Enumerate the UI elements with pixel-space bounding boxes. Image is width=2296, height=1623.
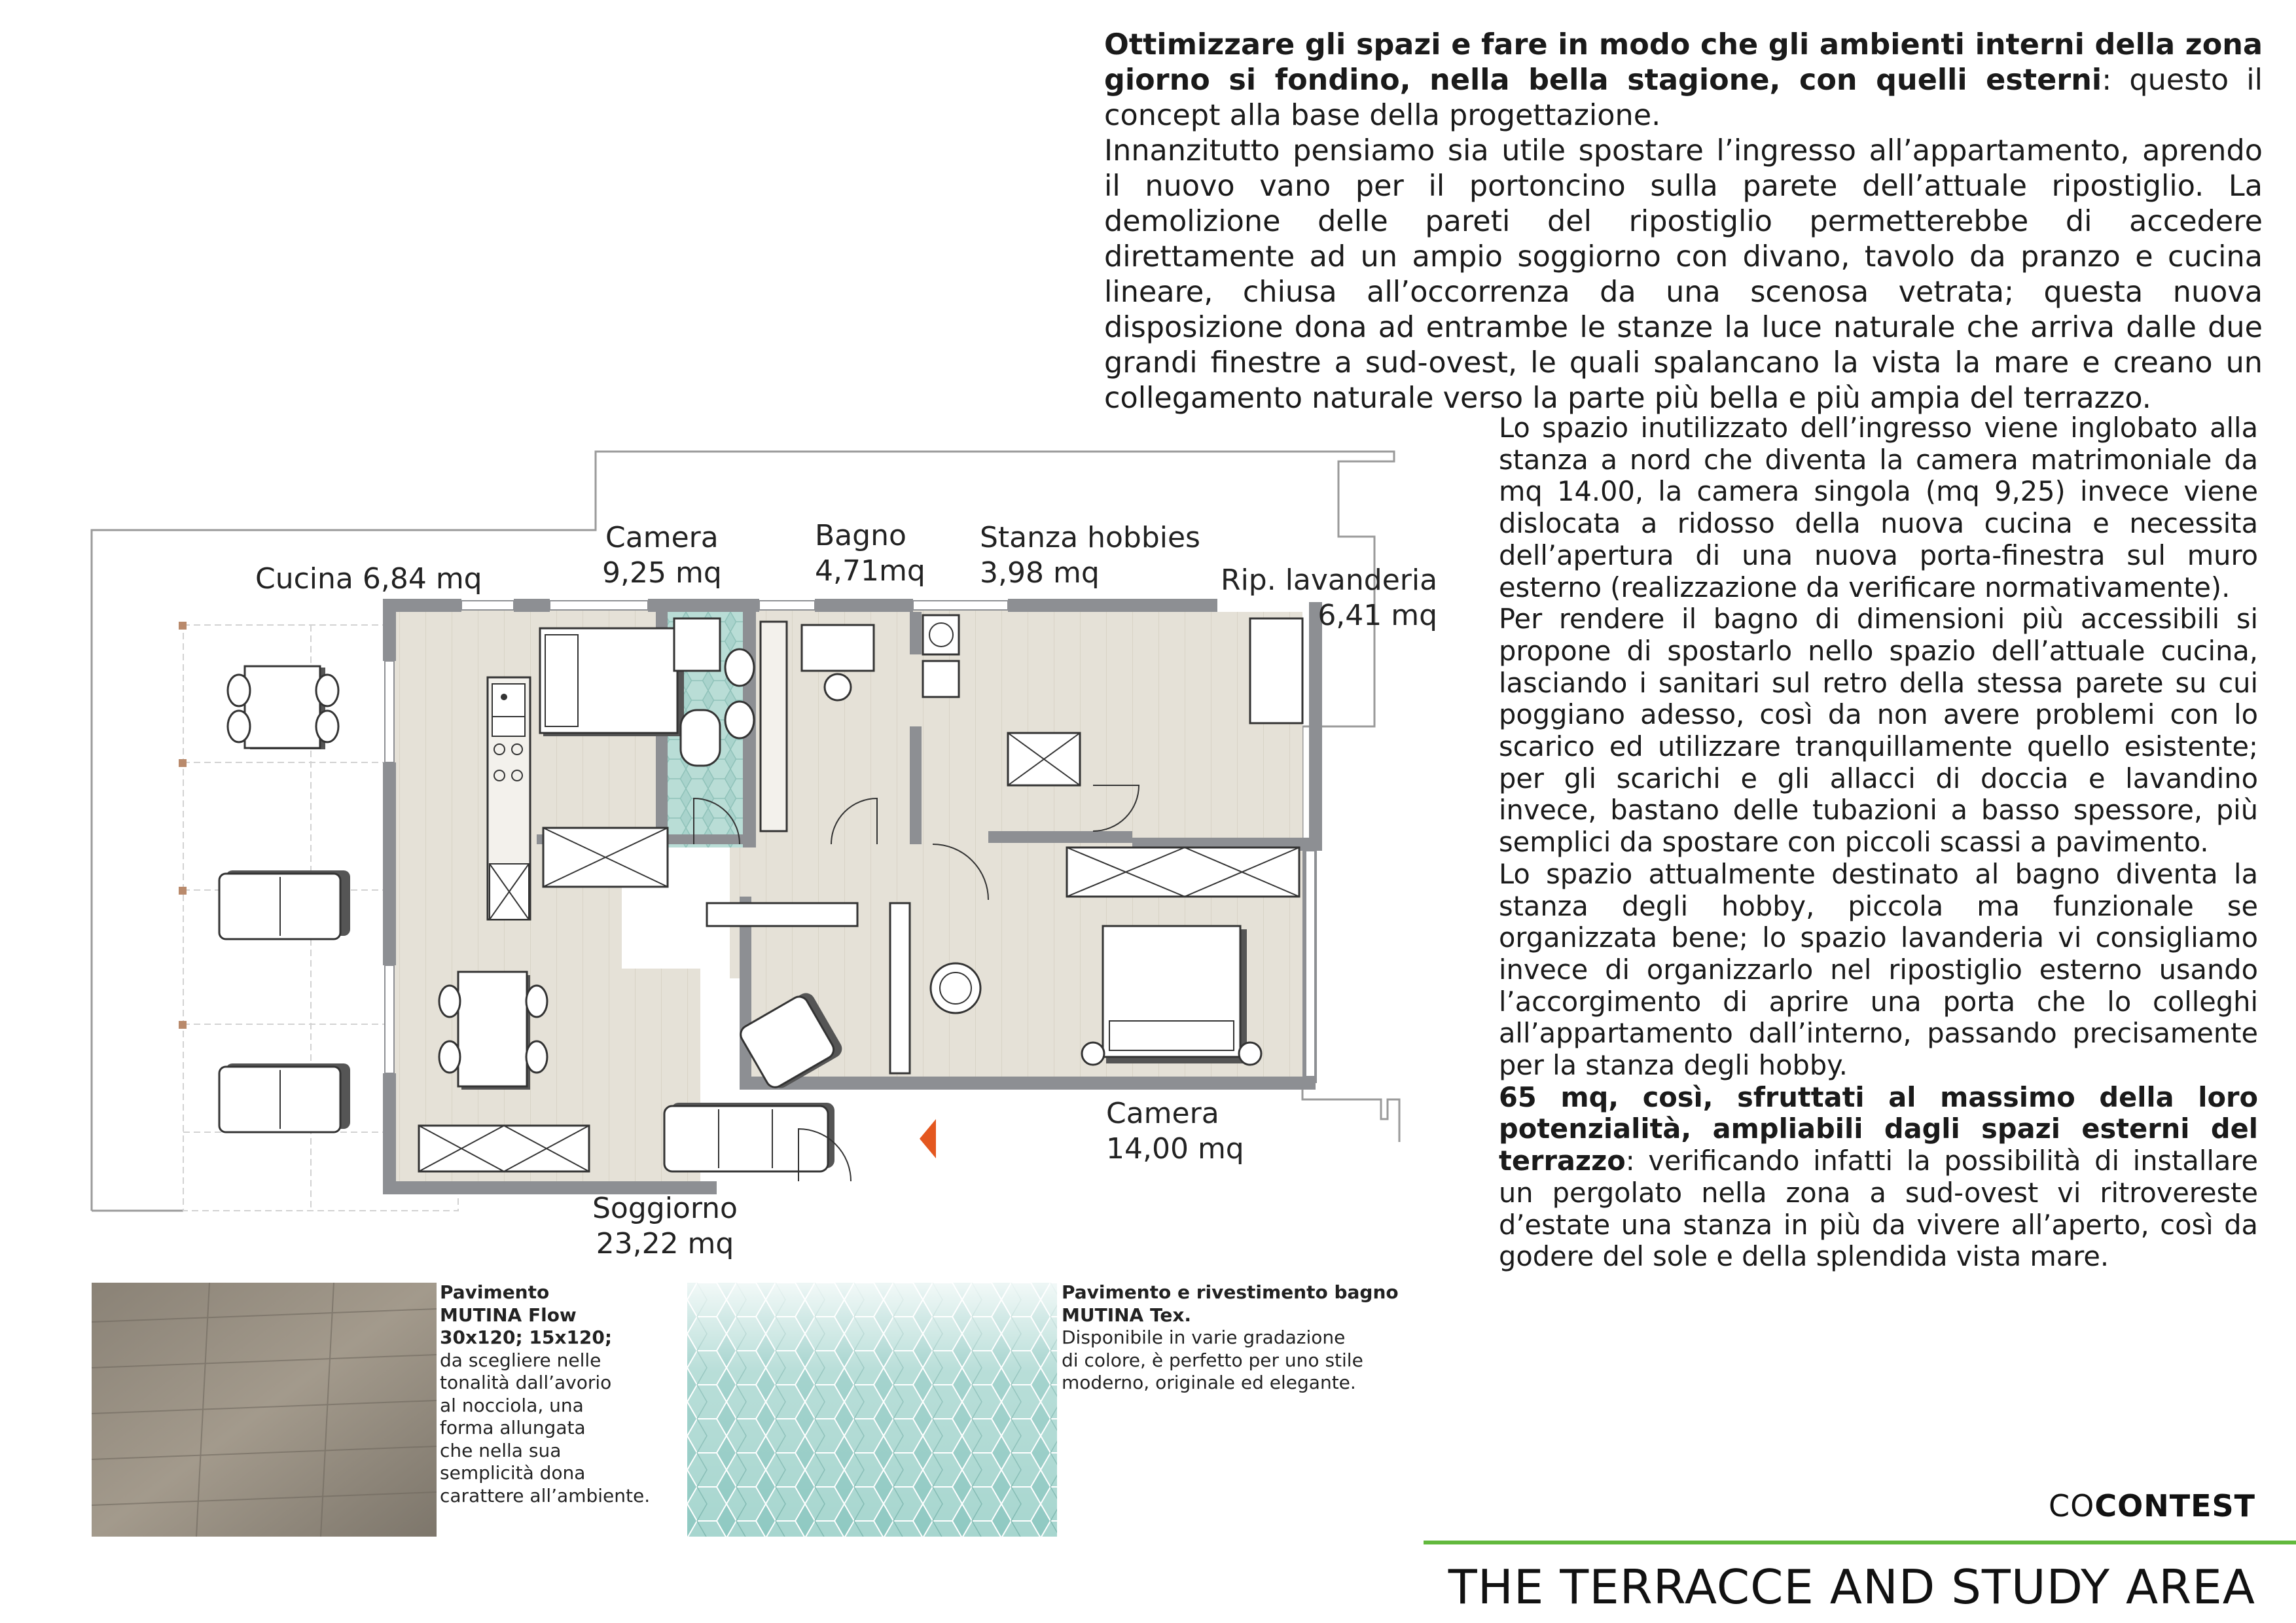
- label-camera-small-area: 9,25 mq: [602, 556, 722, 590]
- terrace-sofa-2: [219, 1063, 350, 1132]
- intro-paragraph: Innanzitutto pensiamo sia utile spostare l’ingresso all’appartamento, aprendo il nuovo vano per il portoncino sulla parete dell’attuale ripostiglio. La demolizione delle pareti del ripostiglio permetterebbe di accedere direttamente ad un ampio soggiorno con divano, tavolo da pranzo e cucina lineare, chiusa all’occorrenza da una scenosa vetrata; questa nuova disposizione dona ad entrambe le stanze la luce naturale che arriva dalle due grandi finestre a sud-ovest, le quali spalancano la vista la mare e creano un collegamento naturale verso la parte più bella e più ampia del terrazzo.: [1104, 134, 2263, 415]
- bath-caption-line: moderno, originale ed elegante.: [1062, 1372, 1356, 1393]
- floor-caption-title: Pavimento: [440, 1281, 550, 1303]
- intro-lead-bold: Ottimizzare gli spazi e fare in modo che gli ambienti interni della zona giorno si fondino, nella bella stagione, con quelli esterni: [1104, 28, 2263, 97]
- label-bagno: [815, 518, 925, 589]
- intro-lead: [1104, 27, 2263, 134]
- label-soggiorno-area: 23,22 mq: [596, 1227, 734, 1260]
- label-hobbies-area: 3,98 mq: [980, 556, 1100, 590]
- double-wardrobe: [1067, 847, 1299, 897]
- label-lavanderia-area: 6,41 mq: [1318, 599, 1438, 632]
- single-bed: [540, 628, 684, 736]
- brand-logo: [2049, 1488, 2255, 1524]
- bath-caption-title: Pavimento e rivestimento bagno: [1062, 1281, 1399, 1303]
- label-bagno-area: 4,71mq: [815, 554, 925, 588]
- bath-tile-swatch-image: [687, 1283, 1057, 1537]
- floor-caption-line: da scegliere nelle: [440, 1349, 601, 1371]
- label-camera-small: [602, 520, 722, 591]
- side-paragraph-3: Lo spazio attualmente destinato al bagno diventa la stanza degli hobby, piccola ma funzionale se organizzata bene; lo spazio lavanderia vi consigliamo invece di organizzarlo nel ripostiglio esterno usando l’accorgimento di aprire una porta che lo colleghi all’appartamento dall’interno, passando precisamente per la stanza degli hobby.: [1499, 857, 2258, 1082]
- label-camera-big-name: Camera: [1106, 1097, 1219, 1130]
- intro-text: [1104, 27, 2263, 416]
- bath-caption: [1062, 1281, 1399, 1395]
- floor-caption-line: MUTINA Flow: [440, 1304, 577, 1326]
- page-title: THE TERRACCE AND STUDY AREA: [1448, 1560, 2255, 1614]
- side-paragraph-2: Per rendere il bagno di dimensioni più accessibili si propone di spostarlo nello spazio dell’attuale cucina, lasciando i sanitari sul retro della stessa parete su cui poggiano adesso, così da non avere problemi con lo scarico ed utilizzare tranquillamente quello esistente; per gli scarichi e gli allacci di doccia e lavandino invece, bastano delle tubazioni a basso spessore, più semplici da spostare con piccoli scassi a pavimento.: [1499, 603, 2258, 859]
- label-camera-small-name: Camera: [605, 521, 719, 554]
- side-text: [1499, 412, 2258, 1273]
- brand-logo-bold: CONTEST: [2094, 1488, 2255, 1524]
- label-hobbies-name: Stanza hobbies: [980, 521, 1200, 554]
- side-paragraph-4-rest: : verificando infatti la possibilità di installare un pergolato nella zona a sud-ovest vi ritrovereste d’estate una stanza in più da vivere all’aperto, così da godere del sole e della splendida vista mare.: [1499, 1145, 2258, 1273]
- label-lavanderia-name: Rip. lavanderia: [1221, 563, 1438, 597]
- label-hobbies: [980, 520, 1200, 591]
- label-cucina: [255, 562, 482, 597]
- side-paragraph-1: Lo spazio inutilizzato dell’ingresso viene inglobato alla stanza a nord che diventa la camera matrimoniale da mq 14.00, la camera singola (mq 9,25) invece viene dislocata a ridosso della nuova cucina e necessita dell’apertura di una nuova porta-finestra sul muro esterno (realizzazione da verificare normativamente).: [1499, 412, 2258, 603]
- accent-rule: [1424, 1541, 2296, 1544]
- floor-caption-line: al nocciola, una: [440, 1394, 584, 1416]
- floor-caption-line: che nella sua: [440, 1439, 562, 1461]
- living-sideboard: [419, 1126, 589, 1171]
- terrace-dining-table: [228, 666, 338, 749]
- floor-caption-line: forma allungata: [440, 1417, 586, 1438]
- bath-caption-line: Disponibile in varie gradazione: [1062, 1327, 1346, 1348]
- side-paragraph-4-bold: 65 mq, così, sfruttati al massimo della loro potenzialità, ampliabili dagli spazi esterni del terrazzo: [1499, 1080, 2258, 1177]
- single-wardrobe: [543, 828, 668, 887]
- floor-swatch-image: [92, 1283, 437, 1537]
- floor-caption-line: semplicità dona: [440, 1462, 586, 1484]
- label-soggiorno: [592, 1191, 738, 1262]
- floor-plan: [85, 445, 1479, 1289]
- terrace-sofa-1: [219, 870, 350, 939]
- kitchen-counter: [488, 677, 530, 919]
- double-bed: [1082, 926, 1261, 1065]
- label-camera-big-area: 14,00 mq: [1106, 1132, 1244, 1166]
- side-paragraph-4: [1499, 1082, 2258, 1273]
- living-sofa: [664, 1103, 834, 1171]
- label-camera-big: [1106, 1096, 1244, 1167]
- label-cucina-text: Cucina 6,84 mq: [255, 562, 482, 596]
- entrance-marker: [920, 1119, 936, 1158]
- floor-caption: [440, 1281, 650, 1507]
- bath-caption-line: MUTINA Tex.: [1062, 1304, 1192, 1326]
- floor-caption-line: 30x120; 15x120;: [440, 1327, 613, 1348]
- intro-lead-rest: : questo il concept alla base della progettazione.: [1104, 63, 2263, 132]
- floor-caption-line: tonalità dall’avorio: [440, 1372, 612, 1393]
- brand-logo-light: CO: [2049, 1488, 2095, 1524]
- bath-caption-line: di colore, è perfetto per uno stile: [1062, 1349, 1363, 1371]
- label-soggiorno-name: Soggiorno: [592, 1192, 738, 1225]
- label-bagno-name: Bagno: [815, 519, 906, 552]
- floor-caption-line: carattere all’ambiente.: [440, 1484, 651, 1507]
- label-lavanderia: [1221, 563, 1437, 633]
